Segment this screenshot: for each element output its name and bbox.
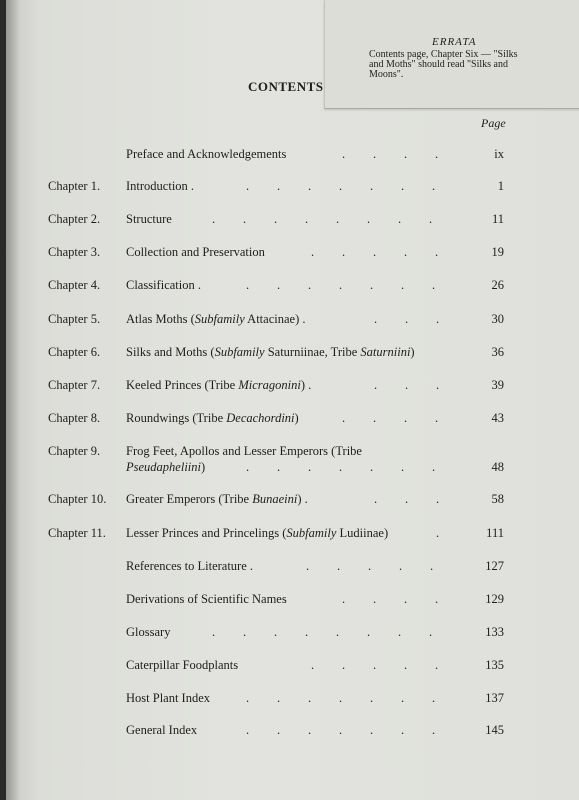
errata-slip — [324, 0, 579, 109]
entry-title: Classification . — [126, 278, 201, 292]
spine-shadow — [6, 0, 20, 800]
chapter-number: Chapter 5. — [48, 312, 101, 326]
leader-dots: . . . . . . . — [246, 179, 436, 193]
leader-dots: . — [436, 526, 440, 540]
errata-line: and Moths" should read "Silks and — [369, 59, 508, 70]
chapter-number: Chapter 2. — [48, 212, 101, 226]
page-number: 133 — [485, 625, 504, 639]
chapter-number: Chapter 6. — [48, 345, 101, 359]
entry-title: Keeled Princes (Tribe Micragonini) . — [126, 378, 312, 392]
entry-title: Derivations of Scientific Names — [126, 592, 287, 606]
page-number: 39 — [491, 378, 504, 392]
entry-title: Frog Feet, Apollos and Lesser Emperors (Tribe Pseudapheliini) — [126, 444, 362, 474]
page-column-label: Page — [481, 116, 506, 130]
page-number: 48 — [491, 460, 504, 474]
errata-title: ERRATA — [432, 36, 477, 48]
entry-title: Structure — [126, 212, 172, 226]
contents-heading: CONTENTS — [248, 79, 324, 94]
page-number: 1 — [497, 179, 504, 193]
leader-dots: . . . . . . . . — [212, 212, 433, 226]
entry-title: Silks and Moths (Subfamily Saturniinae, Tribe Saturniini) — [126, 345, 415, 359]
leader-dots: . . . . . . . — [246, 723, 436, 737]
entry-title: Lesser Princes and Princelings (Subfamily Ludiinae) — [126, 526, 389, 540]
entry-title: References to Literature . — [126, 559, 254, 573]
errata-line: Contents page, Chapter Six — "Silks — [369, 49, 518, 60]
leader-dots: . . . . . — [311, 658, 439, 672]
leader-dots: . . . . . — [306, 559, 434, 573]
chapter-number: Chapter 11. — [48, 526, 106, 540]
entry-title: Host Plant Index — [126, 691, 211, 705]
leader-dots: . . . — [374, 378, 440, 392]
page-number: 145 — [485, 723, 504, 737]
leader-dots: . . . — [374, 492, 440, 506]
chapter-number: Chapter 7. — [48, 378, 101, 392]
leader-dots: . . . . . . . — [246, 460, 436, 474]
entry-title: General Index — [126, 723, 198, 737]
chapter-number: Chapter 1. — [48, 179, 101, 193]
page-number: ix — [494, 147, 504, 161]
page-number: 19 — [491, 245, 504, 259]
page-number: 26 — [491, 278, 504, 292]
page-number: 111 — [486, 526, 504, 540]
chapter-number: Chapter 9. — [48, 444, 101, 458]
leader-dots: . . . — [374, 312, 440, 326]
leader-dots: . . . . . . . — [246, 278, 436, 292]
leader-dots: . . . . . . . — [246, 691, 436, 705]
page-number: 127 — [485, 559, 504, 573]
page-number: 137 — [485, 691, 504, 705]
entry-title: Introduction . — [126, 179, 195, 193]
entry-title: Roundwings (Tribe Decachordini) — [126, 411, 299, 425]
page-number: 58 — [491, 492, 504, 506]
chapter-number: Chapter 8. — [48, 411, 101, 425]
errata-text — [369, 50, 554, 80]
leader-dots: . . . . . . . . — [212, 625, 433, 639]
entry-title: Collection and Preservation — [126, 245, 265, 259]
page-number: 30 — [491, 312, 504, 326]
chapter-number: Chapter 3. — [48, 245, 101, 259]
entry-title: Atlas Moths (Subfamily Attacinae) . — [126, 312, 306, 326]
book-page — [6, 0, 579, 800]
leader-dots: . . . . — [342, 411, 439, 425]
chapter-number: Chapter 4. — [48, 278, 101, 292]
page-number: 43 — [491, 411, 504, 425]
entry-title: Greater Emperors (Tribe Bunaeini) . — [126, 492, 308, 506]
page-number: 135 — [485, 658, 504, 672]
chapter-number: Chapter 10. — [48, 492, 107, 506]
page-number: 36 — [491, 345, 504, 359]
entry-title: Preface and Acknowledgements — [126, 147, 287, 161]
page-number: 129 — [485, 592, 504, 606]
leader-dots: . . . . — [342, 147, 439, 161]
errata-line: Moons". — [369, 69, 404, 80]
leader-dots: . . . . . — [311, 245, 439, 259]
entry-title: Glossary — [126, 625, 171, 639]
leader-dots: . . . . — [342, 592, 439, 606]
entry-title: Caterpillar Foodplants — [126, 658, 239, 672]
page-number: 11 — [491, 212, 504, 226]
